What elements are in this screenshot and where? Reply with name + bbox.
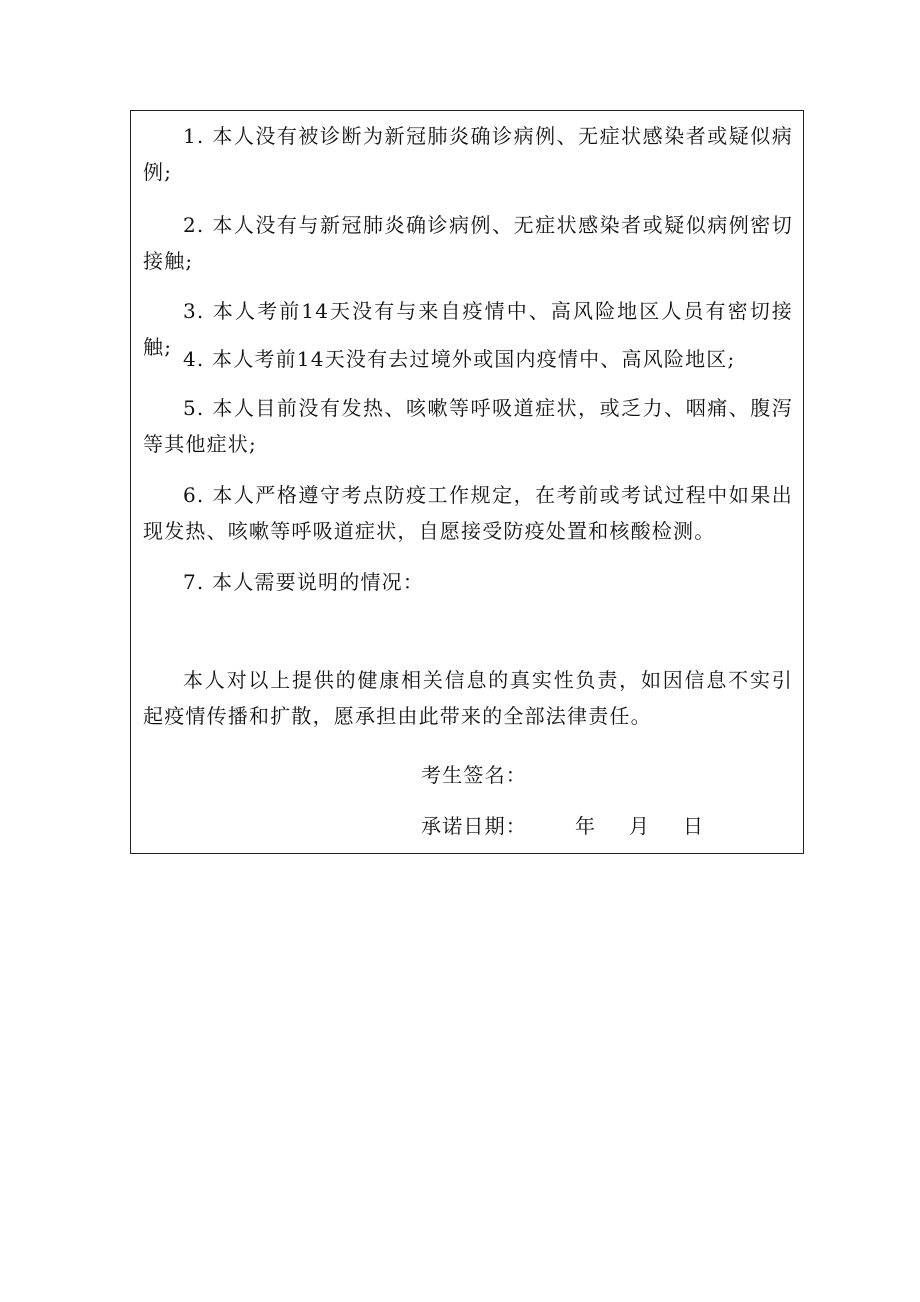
date-label: 承诺日期： (421, 814, 527, 838)
date-day-label: 日 (683, 814, 703, 838)
pledge-item-2: 2. 本人没有与新冠肺炎确诊病例、无症状感染者或疑似病例密切接触; (143, 213, 793, 273)
pledge-item-3: 3. 本人考前14天没有与来自疫情中、高风险地区人员有密切接触; (143, 299, 793, 359)
pledge-item-6: 6. 本人严格遵守考点防疫工作规定，在考前或考试过程中如果出现发热、咳嗽等呼吸道症状，自愿接受防疫处置和核酸检测。 (143, 483, 793, 543)
date-month-label: 月 (629, 814, 649, 838)
pledge-item-4: 4. 本人考前14天没有去过境外或国内疫情中、高风险地区; (183, 347, 736, 371)
signature-label: 考生签名： (421, 763, 527, 787)
pledge-item-5: 5. 本人目前没有发热、咳嗽等呼吸道症状，或乏力、咽痛、腹泻等其他症状; (143, 396, 793, 456)
pledge-form-box (130, 110, 804, 854)
pledge-item-1: 1. 本人没有被诊断为新冠肺炎确诊病例、无症状感染者或疑似病例; (143, 124, 793, 184)
declaration-text: 本人对以上提供的健康相关信息的真实性负责，如因信息不实引起疫情传播和扩散，愿承担由此带来的全部法律责任。 (143, 668, 793, 728)
pledge-item-7: 7. 本人需要说明的情况： (183, 570, 425, 594)
date-year-label: 年 (575, 814, 595, 838)
